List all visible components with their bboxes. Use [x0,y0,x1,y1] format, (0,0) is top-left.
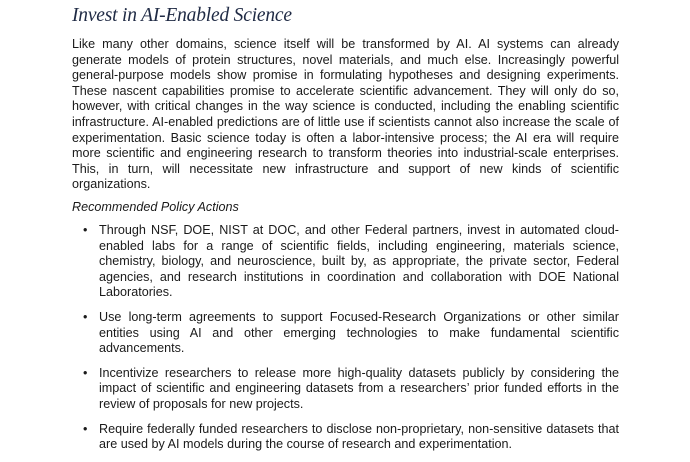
policy-actions-subheading: Recommended Policy Actions [72,200,239,214]
bullet-icon: • [83,421,88,436]
list-item [72,223,619,301]
bullet-icon: • [83,309,88,324]
list-item-text: Incentivize researchers to release more high-quality datasets publicly by considering the impact of scientific and engineering datasets from a researchers’ prior funded efforts in the review of proposals for new projects. [99,365,619,411]
body-paragraph: Like many other domains, science itself will be transformed by AI. AI systems can already generate models of protein structures, novel materials, and much else. Increasingly powerful general-purpose models show promise in formulating hypotheses and designing experiments. These nascent capabilities promise to accelerate scientific advancement. They will only do so, however, with critical changes in the way science is conducted, including the enabling scientific infrastructure. AI-enabled predictions are of little use if scientists cannot also increase the scale of experimentation. Basic science today is often a labor-intensive process; the AI era will require more scientific and engineering research to transform theories into industrial-scale enterprises. This, in turn, will necessitate new infrastructure and support of new kinds of scientific organizations. [72,37,619,192]
list-item [72,366,619,413]
section-heading: Invest in AI-Enabled Science [72,5,292,26]
policy-actions-list [72,223,619,462]
list-item-text: Use long-term agreements to support Focused-Research Organizations or other similar entities using AI and other emerging technologies to make fundamental scientific advancements. [99,309,619,356]
list-item-text: Require federally funded researchers to disclose non-proprietary, non-sensitive datasets that are used by AI models during the course of research and experimentation. [99,421,619,452]
bullet-icon: • [83,223,88,237]
bullet-icon: • [83,365,88,380]
list-item [72,310,619,357]
list-item-text: Through NSF, DOE, NIST at DOC, and other Federal partners, invest in automated cloud-enabled labs for a range of scientific fields, including engineering, materials science, chemistry, biology, and neuroscience, built by, as appropriate, the private sector, Federal agencies, and research institutions in coordination and collaboration with DOE National Laboratories. [99,223,619,300]
list-item [72,422,619,453]
